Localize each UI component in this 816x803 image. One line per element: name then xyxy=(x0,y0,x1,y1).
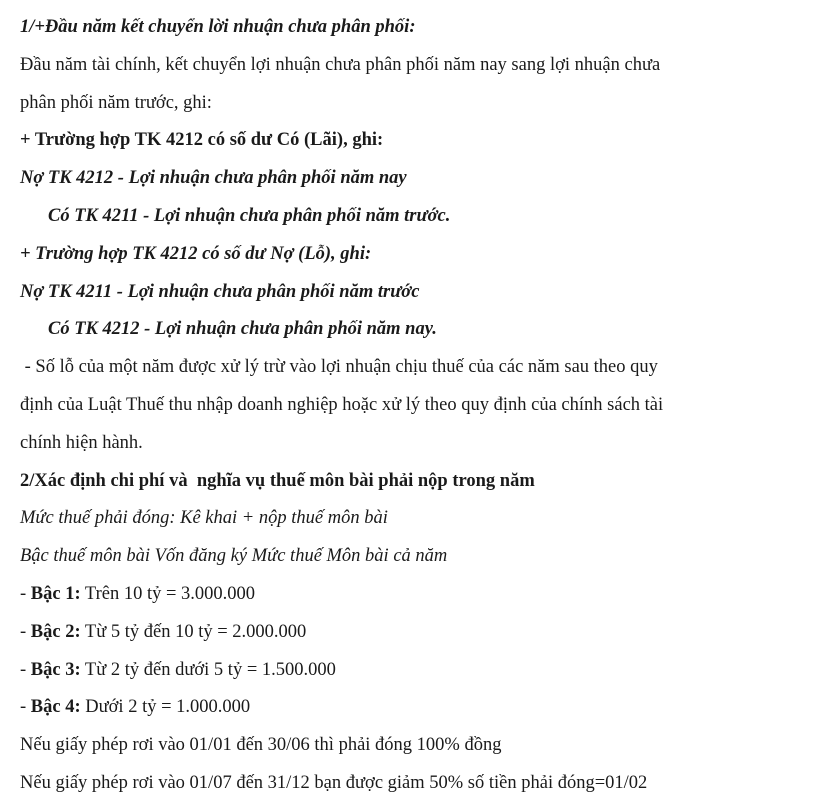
tier-label: Bậc 3: xyxy=(30,659,81,680)
rule-first-half: Nếu giấy phép rơi vào 01/01 đến 30/06 thì phải đóng 100% đồng xyxy=(20,735,502,756)
section2-heading: 2/Xác định chi phí và nghĩa vụ thuế môn bài phải nộp trong năm xyxy=(20,470,535,491)
tier-label: Bậc 1: xyxy=(30,583,81,604)
rate-line: Mức thuế phải đóng: Kê khai + nộp thuế môn bài xyxy=(20,508,388,529)
tier-1 xyxy=(20,576,816,614)
tier-text: Dưới 2 tỷ = 1.000.000 xyxy=(80,697,251,718)
table-header: Bậc thuế môn bài Vốn đăng ký Mức thuế Môn bài cả năm xyxy=(20,546,448,567)
tier-prefix: - xyxy=(20,621,31,642)
case-loss-title: + Trường hợp TK 4212 có số dư Nợ (Lỗ), ghi: xyxy=(20,243,372,264)
tier-4 xyxy=(20,689,816,727)
tier-label: Bậc 4: xyxy=(30,697,81,718)
case-profit-credit: Có TK 4211 - Lợi nhuận chưa phân phối năm trước. xyxy=(48,205,451,226)
tier-text: Trên 10 tỷ = 3.000.000 xyxy=(80,583,256,604)
section1-intro-line2: phân phối năm trước, ghi: xyxy=(20,92,212,113)
case-loss-debit: Nợ TK 4211 - Lợi nhuận chưa phân phối năm trước xyxy=(20,281,420,302)
tier-3 xyxy=(20,652,816,690)
tier-2 xyxy=(20,614,816,652)
rule-second-half: Nếu giấy phép rơi vào 01/07 đến 31/12 bạn được giảm 50% số tiền phải đóng=01/02 xyxy=(20,772,648,793)
section1-heading: 1/+Đầu năm kết chuyển lời nhuận chưa phân phối: xyxy=(20,17,416,37)
case-profit-debit: Nợ TK 4212 - Lợi nhuận chưa phân phối năm nay xyxy=(20,168,407,189)
tier-prefix: - xyxy=(20,659,31,680)
tier-prefix: - xyxy=(20,583,31,604)
tier-text: Từ 5 tỷ đến 10 tỷ = 2.000.000 xyxy=(80,621,307,642)
note-line1: - Số lỗ của một năm được xử lý trừ vào lợi nhuận chịu thuế của các năm sau theo quy xyxy=(20,357,658,378)
section1-intro-line1: Đầu năm tài chính, kết chuyển lợi nhuận chưa phân phối năm nay sang lợi nhuận chưa xyxy=(20,54,661,75)
note-line2: định của Luật Thuế thu nhập doanh nghiệp hoặc xử lý theo quy định của chính sách tài xyxy=(20,394,664,415)
case-loss-credit: Có TK 4212 - Lợi nhuận chưa phân phối năm nay. xyxy=(48,319,437,340)
note-line3: chính hiện hành. xyxy=(20,432,143,453)
tier-text: Từ 2 tỷ đến dưới 5 tỷ = 1.500.000 xyxy=(80,659,336,680)
case-profit-title: + Trường hợp TK 4212 có số dư Có (Lãi), ghi: xyxy=(20,130,384,151)
tier-label: Bậc 2: xyxy=(30,621,81,642)
tier-prefix: - xyxy=(20,697,31,718)
